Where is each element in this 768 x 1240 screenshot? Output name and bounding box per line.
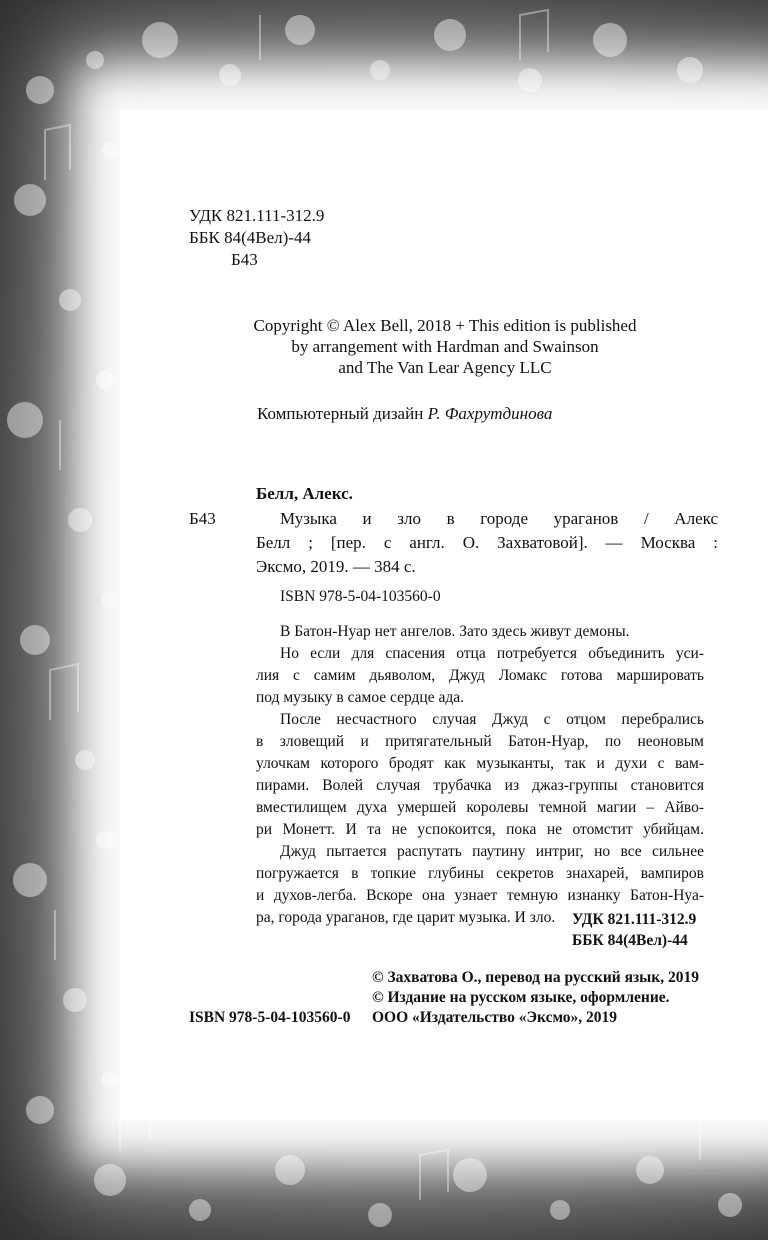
annotation-line-11: Джуд пытается распутать паутину интриг, но все сильнее [280,843,704,860]
annotation-line-10: ри Монетт. И та не успокоится, пока не отомстит убийцам. [256,821,704,838]
copyright-line-2: by arrangement with Hardman and Swainson [291,337,599,356]
annotation-line-14: ра, города ураганов, где царит музыка. И зло. [256,909,556,926]
annotation-line-8: пирами. Волей случая трубачка из джаз-группы становится [256,777,704,794]
annotation-line-13: и духов-легба. Вскоре она узнает темную изнанку Батон-Нуа- [256,887,704,904]
annotation-line-1: В Батон-Нуар нет ангелов. Зато здесь живут демоны. [280,623,630,640]
udk-code: УДК 821.111-312.9 [189,206,325,225]
footer-isbn: ISBN 978-5-04-103560-0 [189,1009,351,1026]
design-credit [257,403,552,425]
bottom-bbk-code: ББК 84(4Вел)-44 [572,932,688,949]
annotation-line-9: вместилищем духа умершей королевы темной магии – Айво- [256,799,704,816]
author-mark: Б43 [231,250,258,269]
catalog-line-3: Эксмо, 2019. — 384 с. [256,557,416,576]
catalog-isbn: ISBN 978-5-04-103560-0 [280,588,441,605]
bbk-code: ББК 84(4Вел)-44 [189,228,311,247]
annotation-line-6: в зловещий и притягательный Батон-Нуар, по неоновым [256,733,704,750]
bottom-udk-code: УДК 821.111-312.9 [572,911,697,928]
annotation-line-7: улочкам которого бродят как музыканты, так и духи с вам- [256,755,704,772]
rights-line-2: © Издание на русском языке, оформление. [372,989,670,1006]
annotation-line-5: После несчастного случая Джуд с отцом перебрались [280,711,704,728]
annotation-line-4: под музыку в самое сердце ада. [256,689,464,706]
annotation-line-2: Но если для спасения отца потребуется объединить уси- [280,645,704,662]
copyright-line-3: and The Van Lear Agency LLC [338,358,552,377]
design-label: Компьютерный дизайн [257,404,424,423]
catalog-mark: Б43 [189,509,216,528]
annotation-line-3: лия с самим дьяволом, Джуд Ломакс готова маршировать [256,667,704,684]
annotation-line-12: погружается в топкие глубины секретов знахарей, вампиров [256,865,704,882]
catalog-line-2: Белл ; [пер. с англ. О. Захватовой]. — Москва : [256,533,718,552]
catalog-author-heading: Белл, Алекс. [256,484,353,503]
copyright-page [150,135,768,1095]
rights-line-1: © Захватова О., перевод на русский язык, 2019 [372,969,699,986]
copyright-line-1: Copyright © Alex Bell, 2018 + This edition is published [253,316,637,335]
rights-line-3: ООО «Издательство «Эксмо», 2019 [372,1009,618,1026]
designer-name: Р. Фахрутдинова [427,404,553,423]
catalog-line-1: Музыка и зло в городе ураганов / Алекс [280,509,718,528]
